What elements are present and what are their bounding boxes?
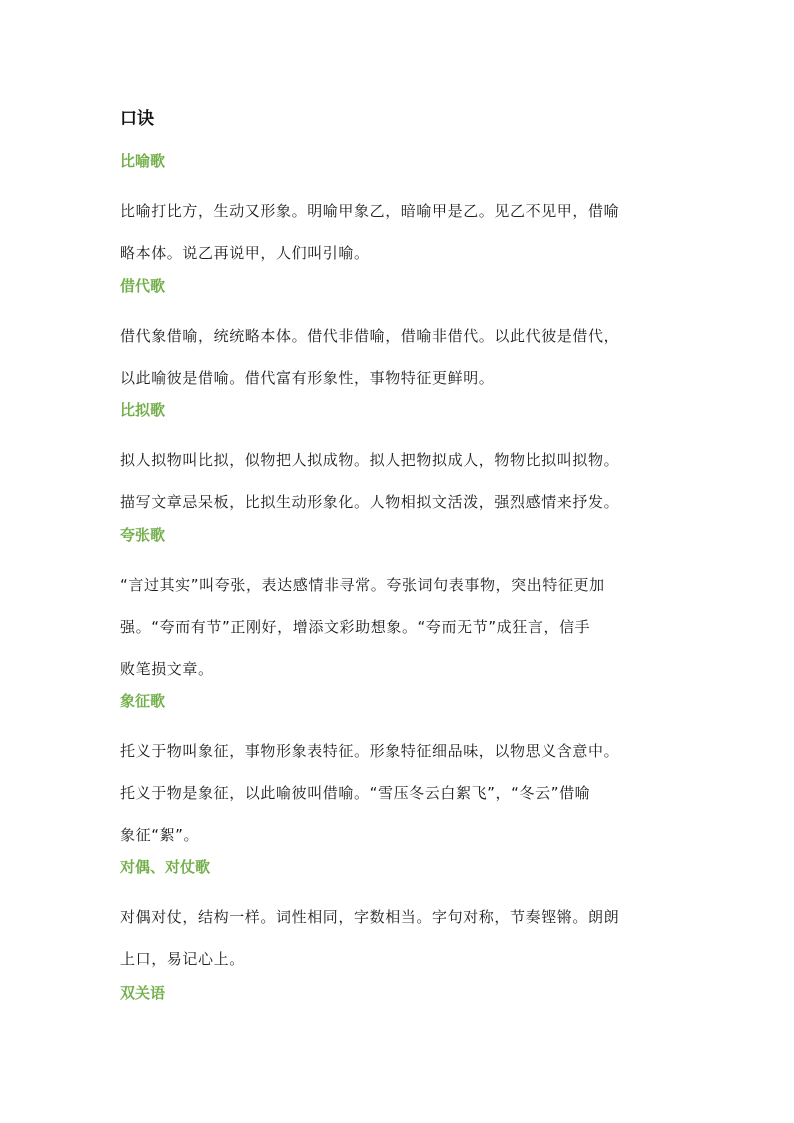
paragraph-line: 对偶对仗，结构一样。词性相同，字数相当。字句对称，节奏铿锵。朗朗 xyxy=(120,908,620,926)
section-paragraph xyxy=(120,896,690,980)
section-paragraph xyxy=(120,190,690,274)
section-antithesis xyxy=(120,856,690,980)
paragraph-line: 描写文章忌呆板，比拟生动形象化。人物相拟文活泼，强烈感情来抒发。 xyxy=(120,493,620,511)
section-metonymy xyxy=(120,275,690,399)
section-heading: 象征歌 xyxy=(120,692,166,710)
section-heading: 双关语 xyxy=(120,984,166,1002)
paragraph-line: 以此喻彼是借喻。借代富有形象性，事物特征更鲜明。 xyxy=(120,369,495,387)
section-paragraph xyxy=(120,439,690,523)
paragraph-line: 借代象借喻，统统略本体。借代非借喻，借喻非借代。以此代彼是借代， xyxy=(120,327,620,345)
section-heading: 夸张歌 xyxy=(120,526,166,544)
paragraph-line: 比喻打比方，生动又形象。明喻甲象乙，暗喻甲是乙。见乙不见甲，借喻 xyxy=(120,202,620,220)
paragraph-line: 强。“夸而有节”正刚好，增添文彩助想象。“夸而无节”成狂言，信手 xyxy=(120,618,591,636)
paragraph-line: 略本体。说乙再说甲，人们叫引喻。 xyxy=(120,244,370,262)
document-title: 口诀 xyxy=(120,109,154,129)
section-pun xyxy=(120,982,690,1004)
paragraph-line: 拟人拟物叫比拟，似物把人拟成物。拟人把物拟成人，物物比拟叫拟物。 xyxy=(120,451,620,469)
section-metaphor xyxy=(120,150,690,274)
section-paragraph xyxy=(120,315,690,399)
section-hyperbole xyxy=(120,524,690,690)
paragraph-line: 上口，易记心上。 xyxy=(120,950,245,968)
section-paragraph xyxy=(120,730,690,856)
paragraph-line: 托义于物是象征，以此喻彼叫借喻。“雪压冬云白絮飞”，“冬云”借喻 xyxy=(120,784,591,802)
paragraph-line: 败笔损文章。 xyxy=(120,660,214,678)
section-symbolism xyxy=(120,690,690,856)
section-heading: 比喻歌 xyxy=(120,152,166,170)
paragraph-line: 托义于物叫象征，事物形象表特征。形象特征细品味，以物思义含意中。 xyxy=(120,742,620,760)
section-paragraph xyxy=(120,564,690,690)
section-personification xyxy=(120,399,690,523)
section-heading: 借代歌 xyxy=(120,277,166,295)
section-heading: 对偶、对仗歌 xyxy=(120,858,211,876)
paragraph-line: 象征“絮”。 xyxy=(120,826,200,844)
paragraph-line: “言过其实”叫夸张，表达感情非寻常。夸张词句表事物，突出特征更加 xyxy=(120,576,605,594)
section-heading: 比拟歌 xyxy=(120,401,166,419)
